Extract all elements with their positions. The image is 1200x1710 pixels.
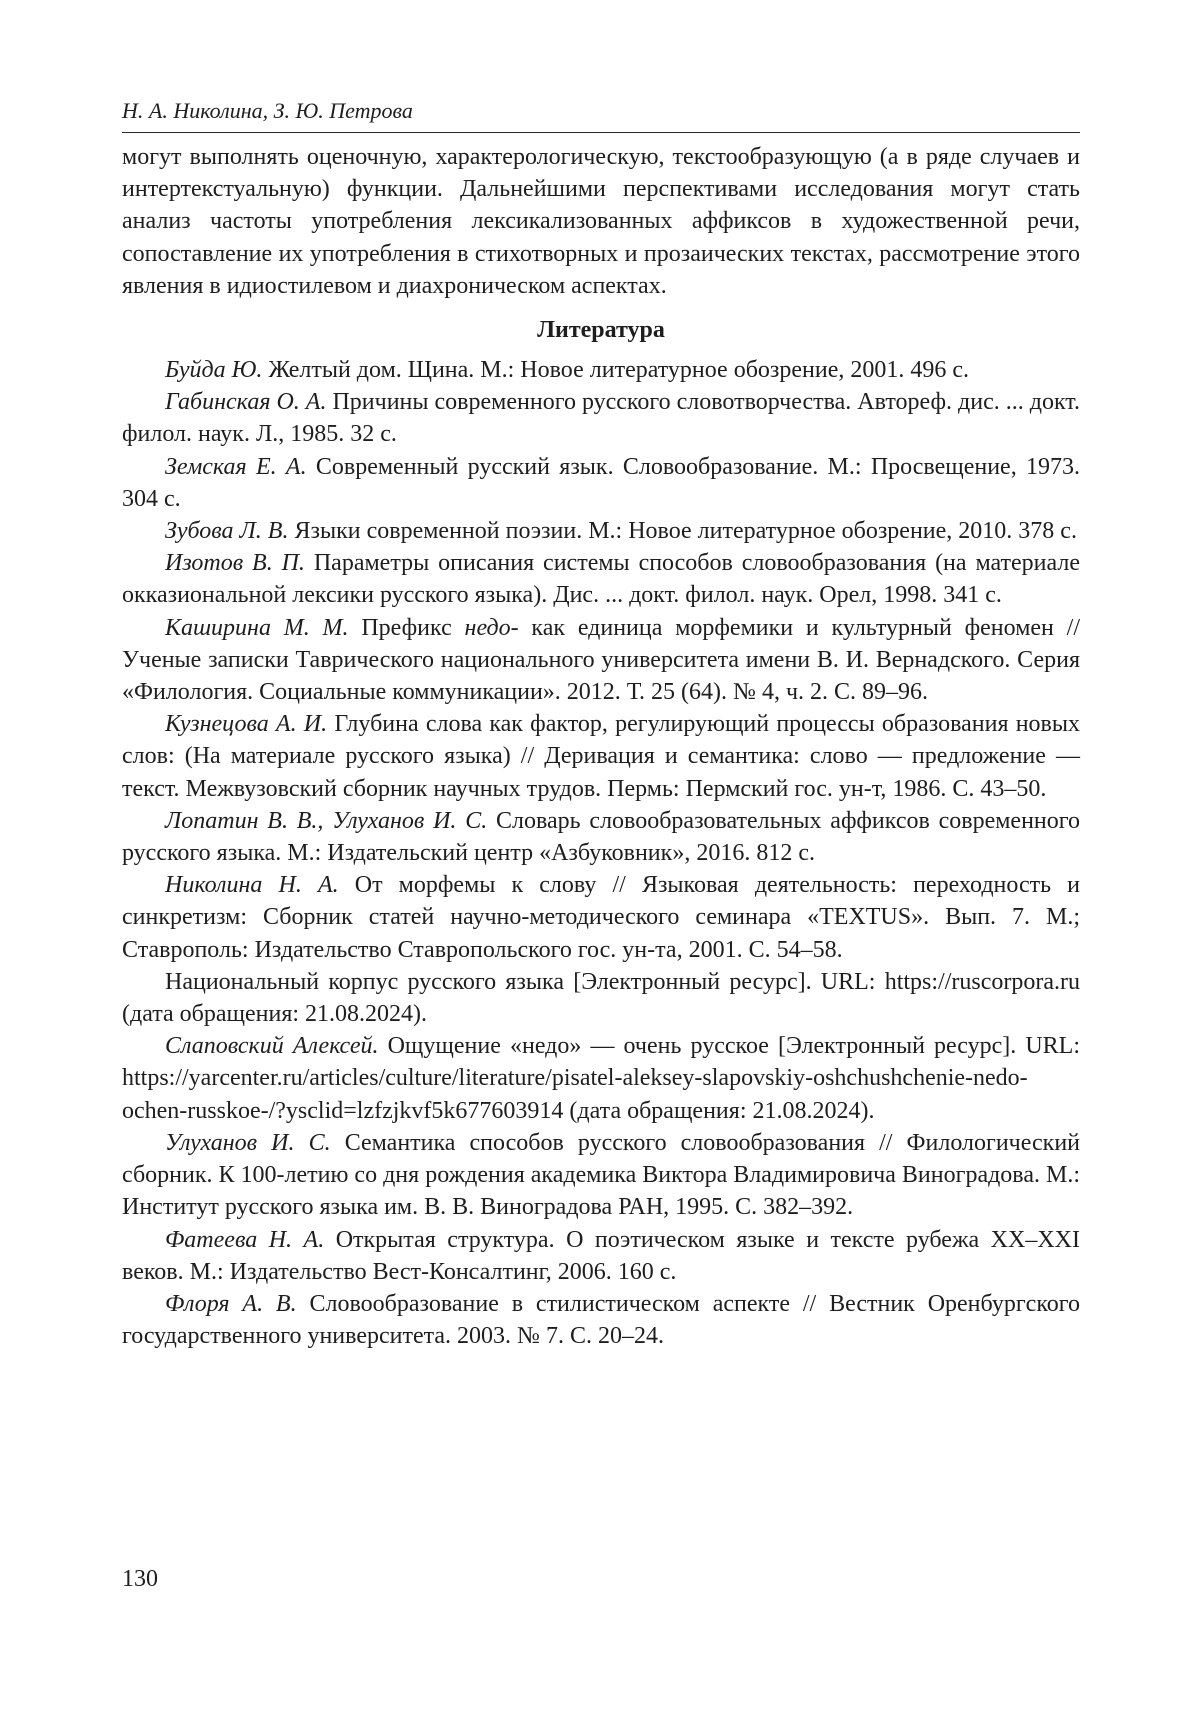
reference-text: Семантика способов русского словообразования // Филологический сборник. К 100-летию со дня рождения академика Виктора Владимировича Виноградова. М.: Институт русского языка им. В. В. Виноградова РАН, 1995. С. 382–392. <box>122 1129 1080 1221</box>
reference-item <box>122 805 1080 869</box>
reference-item <box>122 612 1080 709</box>
running-head: Н. А. Николина, З. Ю. Петрова <box>122 96 1080 133</box>
reference-author: Каширина М. М. <box>165 614 349 641</box>
reference-item <box>122 869 1080 966</box>
reference-author: Николина Н. А. <box>165 872 339 899</box>
reference-text: Желтый дом. Щина. М.: Новое литературное обозрение, 2001. 496 с. <box>262 357 970 384</box>
reference-text: Языки современной поэзии. М.: Новое литературное обозрение, 2010. 378 с. <box>288 518 1077 545</box>
reference-author: Лопатин В. В., Улуханов И. С. <box>165 807 488 834</box>
body-paragraph: могут выполнять оценочную, характерологическую, текстообразующую (а в ряде случаев и интертекстуальную) функции. Дальнейшими перспективами исследования могут стать анализ частоты употребления лексикализованных аффиксов в художественной речи, сопоставление их употребления в стихотворных и прозаических текстах, рассмотрение этого явления в идиостилевом и диахроническом аспектах. <box>122 144 1080 299</box>
reference-text: Параметры описания системы способов словообразования (на материале окказиональной лексики русского языка). Дис. ... докт. филол. наук. Орел, 1998. 341 с. <box>122 550 1080 609</box>
reference-author: Земская Е. А. <box>165 453 307 480</box>
reference-text: Словообразование в стилистическом аспекте // Вестник Оренбургского государственного университета. 2003. № 7. С. 20–24. <box>122 1290 1081 1350</box>
reference-italic-term: недо- <box>464 614 519 641</box>
reference-author: Зубова Л. В. <box>165 518 289 545</box>
reference-author: Улуханов И. С. <box>165 1129 331 1156</box>
reference-item <box>122 1030 1080 1127</box>
reference-text: Причины современного русского словотворчества. Автореф. дис. ... докт. филол. наук. Л., 1985. 32 с. <box>122 389 1080 448</box>
reference-item <box>122 1288 1080 1352</box>
reference-item <box>122 1224 1080 1288</box>
reference-item <box>122 354 1080 386</box>
reference-text: как единица морфемики и культурный феномен // Ученые записки Таврического национального университета имени В. И. Вернадского. Серия «Филология. Социальные коммуникации». 2012. Т. 25 (64). № 4, ч. 2. С. 89–96. <box>122 614 1081 706</box>
reference-text: Открытая структура. О поэтическом языке и тексте рубежа XX–XXI веков. М.: Издательство Вест-Консалтинг, 2006. 160 с. <box>122 1226 1081 1285</box>
page <box>122 96 1080 1352</box>
reference-item <box>122 386 1080 450</box>
reference-text: Национальный корпус русского языка [Электронный ресурс]. URL: https://ruscorpora.ru (дата обращения: 21.08.2024). <box>122 968 1080 1028</box>
reference-item <box>122 547 1080 611</box>
reference-author: Флоря А. В. <box>165 1290 297 1317</box>
reference-author: Изотов В. П. <box>165 550 305 577</box>
reference-item <box>122 966 1080 1030</box>
page-number: 130 <box>122 1566 158 1592</box>
reference-author: Буйда Ю. <box>165 357 263 384</box>
reference-list <box>122 354 1080 1352</box>
reference-text: Глубина слова как фактор, регулирующий процессы образования новых слов: (На материале русского языка) // Деривация и семантика: слово — предложение — текст. Межвузовский сборник научных трудов. Пермь: Пермский гос. ун-т, 1986. С. 43–50. <box>122 711 1081 802</box>
reference-author: Слаповский Алексей. <box>165 1033 379 1060</box>
reference-item <box>122 515 1080 547</box>
reference-text-before: Префикс <box>348 614 465 641</box>
reference-text: Современный русский язык. Словообразование. М.: Просвещение, 1973. 304 с. <box>122 453 1080 512</box>
reference-author: Габинская О. А. <box>165 389 327 416</box>
reference-item <box>122 708 1080 805</box>
reference-item <box>122 451 1080 515</box>
reference-item <box>122 1127 1080 1224</box>
reference-text: От морфемы к слову // Языковая деятельность: переходность и синкретизм: Сборник статей научно-методического семинара «TEXTUS». Вып. 7. М.; Ставрополь: Издательство Ставропольского гос. ун-та, 2001. С. 54–58. <box>122 872 1081 963</box>
reference-text: Словарь словообразовательных аффиксов современного русского языка. М.: Издательский центр «Азбуковник», 2016. 812 с. <box>122 807 1081 867</box>
reference-author: Кузнецова А. И. <box>165 711 328 738</box>
reference-author: Фатеева Н. А. <box>165 1226 325 1253</box>
references-heading: Литература <box>537 317 665 344</box>
reference-text: Ощущение «недо» — очень русское [Электронный ресурс]. URL: https://yarcenter.ru/articles/culture/literature/pisatel-aleksey-slapovskiy-oshchushchenie-nedo-ochen-russkoe-/?ysclid=lzfzjkvf5k677603914 (дата обращения: 21.08.2024). <box>122 1033 1080 1124</box>
